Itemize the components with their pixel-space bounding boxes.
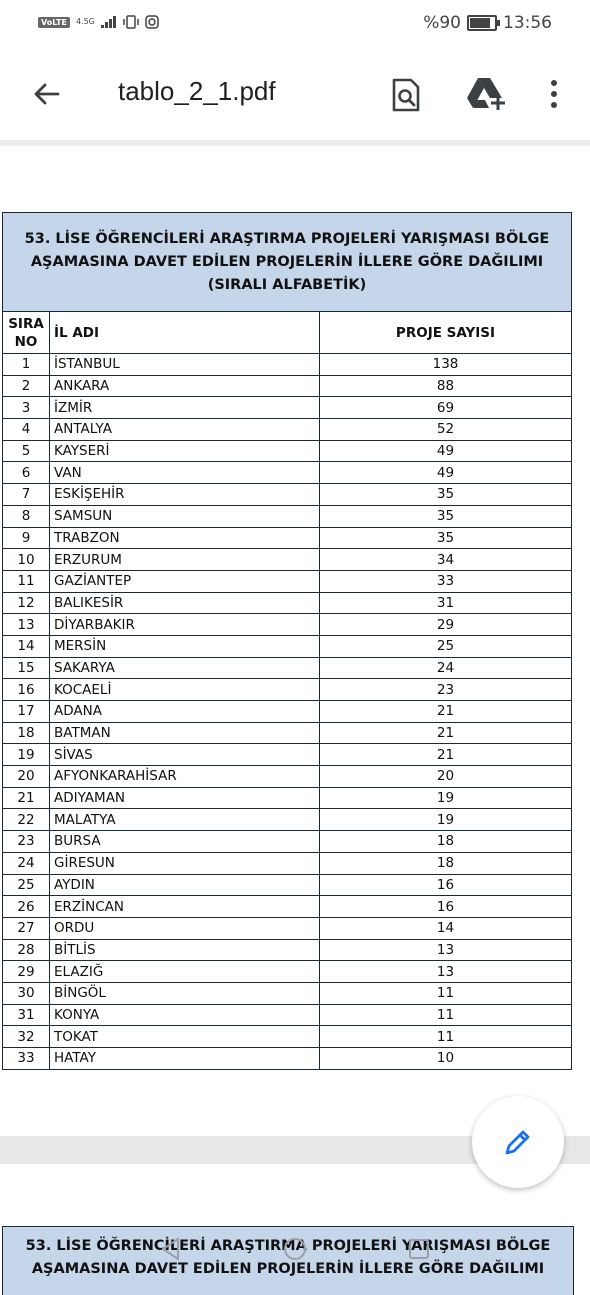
row-number: 16 — [3, 679, 50, 701]
edit-pencil-icon — [501, 1125, 535, 1159]
row-number: 18 — [3, 722, 50, 744]
vibrate-icon — [123, 15, 139, 29]
row-number: 11 — [3, 570, 50, 592]
row-count: 24 — [320, 657, 572, 679]
column-header-no-line-1: SIRA — [8, 315, 44, 332]
row-count: 19 — [320, 787, 572, 809]
table-row — [3, 831, 572, 853]
row-number: 19 — [3, 744, 50, 766]
row-city: GAZİANTEP — [50, 570, 320, 592]
row-count: 13 — [320, 961, 572, 983]
pdf-page-1[interactable] — [0, 146, 590, 1136]
more-vert-icon[interactable] — [548, 78, 560, 110]
row-city: HATAY — [50, 1048, 320, 1070]
row-count: 16 — [320, 896, 572, 918]
row-count: 18 — [320, 831, 572, 853]
row-number: 17 — [3, 701, 50, 723]
row-count: 21 — [320, 722, 572, 744]
row-number: 13 — [3, 614, 50, 636]
drive-add-icon[interactable] — [466, 76, 506, 112]
row-count: 11 — [320, 1004, 572, 1026]
table-row — [3, 809, 572, 831]
volte-badge: VoLTE — [38, 17, 70, 28]
search-document-icon[interactable] — [390, 78, 422, 112]
column-header-no-line-2: NO — [14, 333, 38, 350]
row-number: 21 — [3, 787, 50, 809]
app-bar — [0, 48, 590, 140]
table-row — [3, 614, 572, 636]
clock: 13:56 — [503, 13, 552, 33]
row-city: BİTLİS — [50, 939, 320, 961]
column-header-no — [3, 312, 50, 354]
row-number: 29 — [3, 961, 50, 983]
row-city: DİYARBAKIR — [50, 614, 320, 636]
table-row — [3, 419, 572, 441]
row-number: 26 — [3, 896, 50, 918]
row-count: 49 — [320, 440, 572, 462]
row-number: 20 — [3, 766, 50, 788]
row-count: 11 — [320, 1026, 572, 1048]
signal-label: 4.5G — [75, 17, 95, 26]
row-city: ADIYAMAN — [50, 787, 320, 809]
table-row — [3, 440, 572, 462]
row-count: 23 — [320, 679, 572, 701]
row-city: AYDIN — [50, 874, 320, 896]
table-row — [3, 635, 572, 657]
row-count: 31 — [320, 592, 572, 614]
status-left — [38, 15, 159, 29]
row-city: BATMAN — [50, 722, 320, 744]
row-city: ANTALYA — [50, 419, 320, 441]
nav-home-icon[interactable] — [282, 1236, 308, 1262]
row-city: ANKARA — [50, 375, 320, 397]
row-number: 6 — [3, 462, 50, 484]
table-row — [3, 874, 572, 896]
table-row — [3, 852, 572, 874]
table-row — [3, 505, 572, 527]
back-arrow-icon[interactable] — [30, 78, 62, 110]
row-city: BİNGÖL — [50, 982, 320, 1004]
row-number: 10 — [3, 549, 50, 571]
row-number: 22 — [3, 809, 50, 831]
table-title-line-2: AŞAMASINA DAVET EDİLEN PROJELERİN İLLERE GÖRE DAĞILIMI — [30, 253, 544, 270]
signal-bars-icon — [101, 16, 117, 28]
page-2-title-line-1: 53. LİSE ÖĞRENCİLERİ ARAŞTIRMA PROJELERİ YARIŞMASI BÖLGE — [25, 1238, 551, 1254]
projects-table — [2, 212, 572, 1070]
row-number: 7 — [3, 484, 50, 506]
row-city: ADANA — [50, 701, 320, 723]
document-title: tablo_2_1.pdf — [118, 76, 276, 106]
row-count: 16 — [320, 874, 572, 896]
row-number: 1 — [3, 354, 50, 376]
row-number: 8 — [3, 505, 50, 527]
table-row — [3, 570, 572, 592]
row-count: 69 — [320, 397, 572, 419]
column-header-count: PROJE SAYISI — [320, 312, 572, 354]
table-row — [3, 787, 572, 809]
row-count: 35 — [320, 505, 572, 527]
row-count: 20 — [320, 766, 572, 788]
row-number: 23 — [3, 831, 50, 853]
row-city: İZMİR — [50, 397, 320, 419]
row-city: KONYA — [50, 1004, 320, 1026]
row-count: 21 — [320, 701, 572, 723]
row-number: 12 — [3, 592, 50, 614]
row-city: VAN — [50, 462, 320, 484]
row-number: 33 — [3, 1048, 50, 1070]
instagram-icon — [145, 15, 159, 29]
row-city: SAKARYA — [50, 657, 320, 679]
table-row — [3, 592, 572, 614]
table-title-line-3: (SIRALI ALFABETİK) — [207, 276, 367, 293]
table-row — [3, 679, 572, 701]
table-row — [3, 549, 572, 571]
row-number: 5 — [3, 440, 50, 462]
row-city: ELAZIĞ — [50, 961, 320, 983]
row-count: 19 — [320, 809, 572, 831]
table-row — [3, 397, 572, 419]
row-count: 33 — [320, 570, 572, 592]
table-row — [3, 766, 572, 788]
row-city: KAYSERİ — [50, 440, 320, 462]
row-count: 49 — [320, 462, 572, 484]
table-row — [3, 1048, 572, 1070]
row-count: 35 — [320, 527, 572, 549]
row-city: BURSA — [50, 831, 320, 853]
table-row — [3, 701, 572, 723]
row-city: ERZURUM — [50, 549, 320, 571]
row-number: 28 — [3, 939, 50, 961]
battery-icon — [467, 15, 497, 31]
row-count: 88 — [320, 375, 572, 397]
table-row — [3, 744, 572, 766]
table-row — [3, 657, 572, 679]
edit-fab-button[interactable] — [472, 1096, 564, 1188]
row-number: 9 — [3, 527, 50, 549]
row-city: TOKAT — [50, 1026, 320, 1048]
system-nav-bar — [0, 1232, 590, 1280]
row-city: ESKİŞEHİR — [50, 484, 320, 506]
table-row — [3, 939, 572, 961]
row-number: 4 — [3, 419, 50, 441]
row-city: KOCAELİ — [50, 679, 320, 701]
row-count: 138 — [320, 354, 572, 376]
row-city: BALIKESİR — [50, 592, 320, 614]
row-city: TRABZON — [50, 527, 320, 549]
table-row — [3, 484, 572, 506]
status-right — [423, 13, 552, 33]
row-city: GİRESUN — [50, 852, 320, 874]
table-row — [3, 1004, 572, 1026]
table-row — [3, 1026, 572, 1048]
row-number: 24 — [3, 852, 50, 874]
row-count: 25 — [320, 635, 572, 657]
table-row — [3, 961, 572, 983]
nav-back-icon[interactable] — [158, 1236, 184, 1262]
row-count: 35 — [320, 484, 572, 506]
status-bar — [0, 0, 590, 48]
row-city: MERSİN — [50, 635, 320, 657]
row-city: ERZİNCAN — [50, 896, 320, 918]
row-city: AFYONKARAHİSAR — [50, 766, 320, 788]
row-count: 10 — [320, 1048, 572, 1070]
row-city: SİVAS — [50, 744, 320, 766]
table-row — [3, 896, 572, 918]
table-row — [3, 354, 572, 376]
table-title-line-1: 53. LİSE ÖĞRENCİLERİ ARAŞTIRMA PROJELERİ YARIŞMASI BÖLGE — [24, 230, 550, 247]
table-row — [3, 917, 572, 939]
row-number: 3 — [3, 397, 50, 419]
table-row — [3, 375, 572, 397]
page-2-title-line-2: AŞAMASINA DAVET EDİLEN PROJELERİN İLLERE GÖRE DAĞILIMI — [31, 1261, 545, 1277]
table-row — [3, 462, 572, 484]
table-title — [3, 213, 572, 312]
row-count: 14 — [320, 917, 572, 939]
table-row — [3, 982, 572, 1004]
row-number: 31 — [3, 1004, 50, 1026]
row-number: 15 — [3, 657, 50, 679]
row-count: 52 — [320, 419, 572, 441]
row-number: 25 — [3, 874, 50, 896]
row-city: ORDU — [50, 917, 320, 939]
row-number: 30 — [3, 982, 50, 1004]
row-count: 18 — [320, 852, 572, 874]
row-count: 21 — [320, 744, 572, 766]
column-header-row — [3, 312, 572, 354]
row-city: İSTANBUL — [50, 354, 320, 376]
row-count: 29 — [320, 614, 572, 636]
nav-recents-icon[interactable] — [406, 1236, 432, 1262]
column-header-name: İL ADI — [50, 312, 320, 354]
row-number: 27 — [3, 917, 50, 939]
row-count: 34 — [320, 549, 572, 571]
row-city: MALATYA — [50, 809, 320, 831]
table-row — [3, 527, 572, 549]
row-number: 32 — [3, 1026, 50, 1048]
row-number: 14 — [3, 635, 50, 657]
row-count: 13 — [320, 939, 572, 961]
row-city: SAMSUN — [50, 505, 320, 527]
battery-percent: %90 — [423, 13, 461, 33]
row-number: 2 — [3, 375, 50, 397]
row-count: 11 — [320, 982, 572, 1004]
table-row — [3, 722, 572, 744]
